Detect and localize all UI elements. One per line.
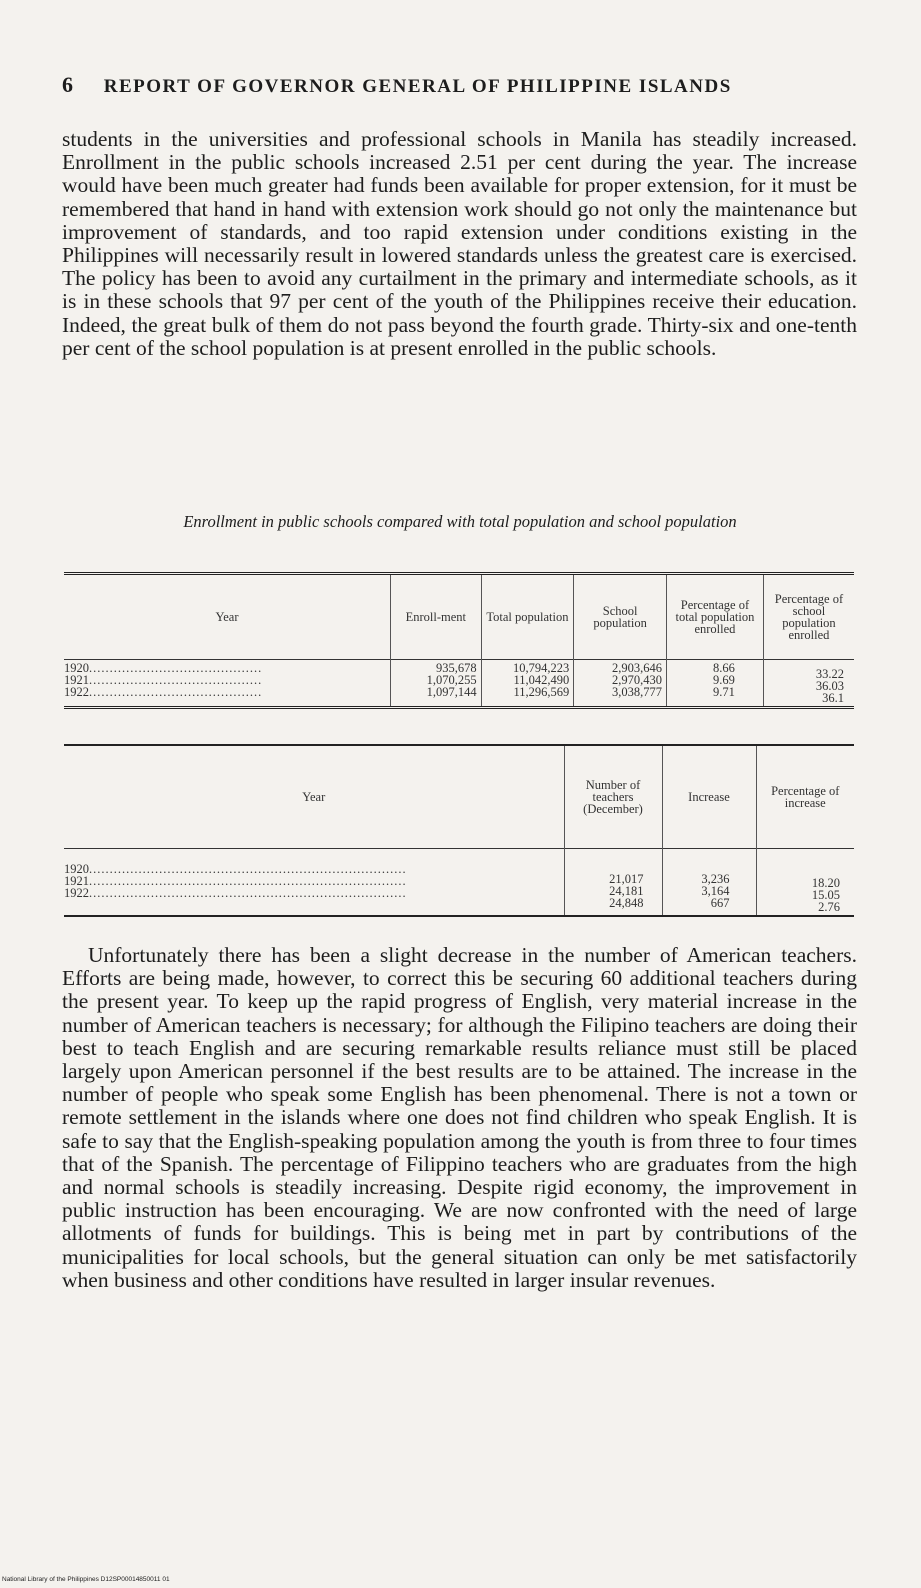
enrollment-table-body: [64, 660, 854, 708]
table-row: 1921..........................................: [64, 674, 263, 686]
running-title: REPORT OF GOVERNOR GENERAL OF PHILIPPINE ISLANDS: [103, 76, 732, 97]
col-header-increase: Increase: [662, 745, 756, 849]
pct-increase-column: 18.20 15.05 2.76: [756, 849, 854, 917]
col-header-pct-school: Percentage of school population enrolled: [763, 574, 854, 660]
school-population-column: 2,903,646 2,970,430 3,038,777: [574, 660, 667, 708]
col-header-pct-increase: Percentage of increase: [756, 745, 854, 849]
enrollment-column: 935,678 1,070,255 1,097,144: [391, 660, 482, 708]
body-paragraph-1: students in the universities and professional schools in Manila has steadily increased. Enrollment in the public schools increased 2.51 per cent during the year. The increase would have been much greater had funds been available for proper extension, for it must be remembered that hand in hand with extension work should go not only the maintenance but improvement of standards, and too rapid extension under conditions existing in the Philippines will necessarily result in lowered standards unless the greatest care is exercised. The policy has been to avoid any curtailment in the primary and intermediate schools, as it is in these schools that 97 per cent of the youth of the Philippines receive their education. Indeed, the great bulk of them do not pass beyond the fourth grade. Thirty-six and one-tenth per cent of the school population is at present enrolled in the public schools.: [62, 127, 857, 360]
col-header-school-population: School population: [574, 574, 667, 660]
table-row: 1920.............................................................................: [64, 863, 407, 875]
year-column: [64, 660, 391, 708]
enrollment-table: [64, 572, 854, 709]
col-header-enrollment: Enroll-ment: [391, 574, 482, 660]
page-number: 6: [62, 72, 74, 97]
table-row: 1922..........................................: [64, 686, 263, 698]
table-row: 1921.............................................................................: [64, 875, 407, 887]
table-row: 1920..........................................: [64, 662, 263, 674]
increase-column: 3,236 3,164 667: [662, 849, 756, 917]
enrollment-table-header: [64, 574, 854, 660]
col-header-year: Year: [302, 790, 326, 804]
teachers-table-header: [64, 745, 854, 849]
total-population-column: 10,794,223 11,042,490 11,296,569: [481, 660, 574, 708]
col-header-total-population: Total population: [481, 574, 574, 660]
scan-footer: National Library of the Philippines D12SP00014850011 01: [2, 1576, 170, 1583]
col-header-teachers: Number of teachers (December): [564, 745, 662, 849]
teachers-table-body: [64, 849, 854, 917]
teachers-column: 21,017 24,181 24,848: [564, 849, 662, 917]
col-header-pct-total: Percentage of total population enrolled: [666, 574, 763, 660]
col-header-year: Year: [215, 610, 239, 624]
teachers-table: [64, 744, 854, 917]
table-caption: Enrollment in public schools compared with total population and school population: [183, 512, 737, 531]
pct-school-column: 33.22 36.03 36.1: [763, 660, 854, 708]
pct-total-column: 8.66 9.69 9.71: [666, 660, 763, 708]
page-header: [62, 72, 862, 98]
year-column: [64, 849, 564, 917]
table-row: 1922.............................................................................: [64, 887, 407, 899]
body-paragraph-2: Unfortunately there has been a slight decrease in the number of American teachers. Efforts are being made, however, to correct this be securing 60 additional teachers during the present year. To keep up the rapid progress of English, very material increase in the number of American teachers is necessary; for although the Filipino teachers are doing their best to teach English and are securing remarkable results reliance must still be placed largely upon American personnel if the best results are to be attained. The increase in the number of people who speak some English has been phenomenal. There is not a town or remote settlement in the islands where one does not find children who speak English. It is safe to say that the English-speaking population among the youth is from three to four times that of the Spanish. The percentage of Filippino teachers who are graduates from the high and normal schools is steadily increasing. Despite rigid economy, the improvement in public instruction has been encouraging. We are now confronted with the need of large allotments of funds for buildings. This is being met in part by contributions of the municipalities for local schools, but the general situation can only be met satisfactorily when business and other conditions have resulted in larger insular revenues.: [62, 943, 857, 1292]
